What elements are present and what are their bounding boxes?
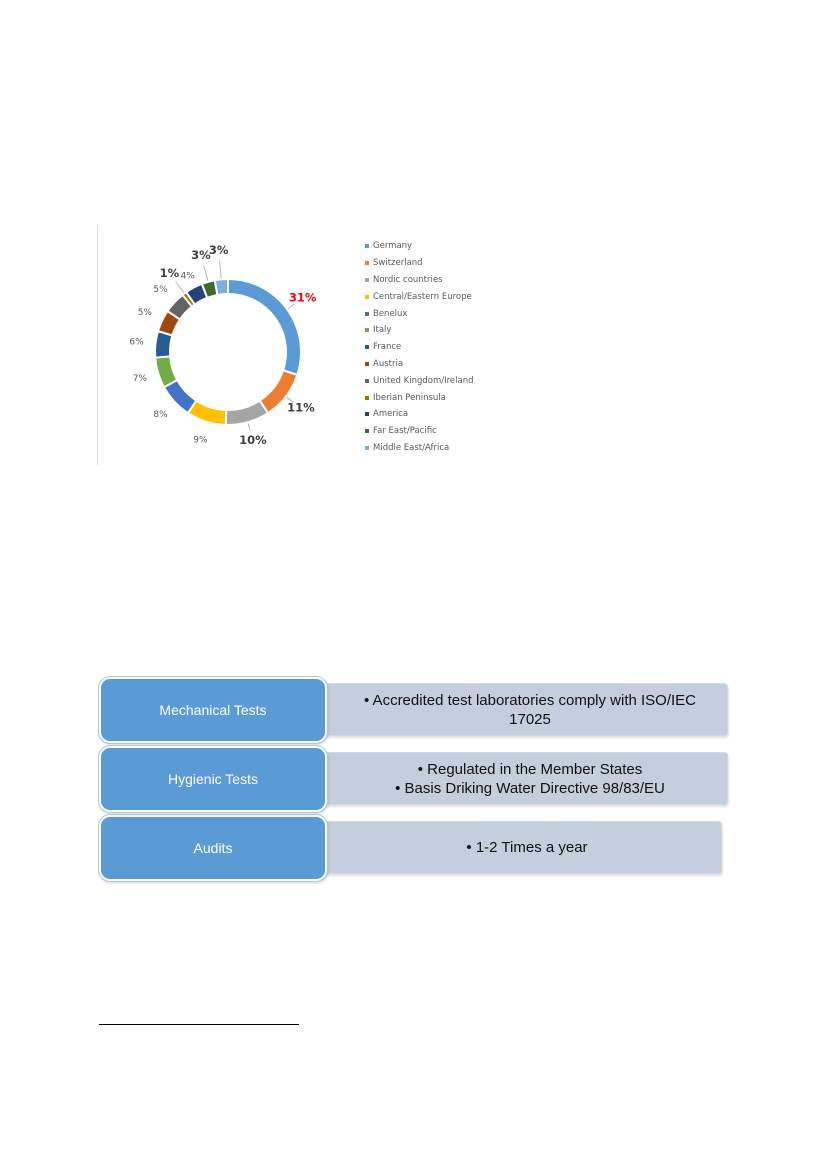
legend-label: Far East/Pacific [373,426,437,437]
data-label: 3% [191,248,211,263]
footnote-separator [99,1024,299,1025]
process-detail-hygienic [322,752,728,805]
data-label: 10% [239,433,267,448]
slice-italy [155,356,177,387]
legend-item [365,406,474,423]
data-label: 1% [159,265,180,280]
legend-label: Italy [373,325,392,336]
legend-swatch [365,295,369,299]
legend-label: Benelux [373,308,408,319]
leader-line [220,260,222,278]
legend-item [365,372,474,389]
leader-line [248,423,250,431]
leader-line [204,265,208,280]
detail-line: • Basis Driking Water Directive 98/83/EU [395,779,665,797]
legend-label: Central/Eastern Europe [373,291,472,302]
legend-swatch [365,429,369,433]
data-label: 9% [193,435,208,446]
legend-swatch [365,261,369,265]
legend-label: France [373,342,402,353]
legend-swatch [365,278,369,282]
legend-label: Nordic countries [373,274,443,285]
legend-item [365,255,474,272]
slice-nordic-countries [226,401,268,425]
legend-label: Germany [373,241,413,252]
detail-line: 17025 [509,710,551,728]
data-label: 4% [180,271,195,282]
data-label: 8% [153,410,168,421]
legend-swatch [365,396,369,400]
legend-swatch [365,379,369,383]
process-detail-audits [322,821,722,874]
process-label-text: Audits [193,840,233,856]
data-label: 5% [153,284,168,295]
detail-line: • 1-2 Times a year [466,839,588,856]
detail-line: • Regulated in the Member States [417,760,643,778]
legend-item [365,423,474,440]
legend-label: Austria [373,358,404,369]
market-share-chart [97,225,517,465]
leader-line [288,304,294,309]
legend-swatch [365,244,369,248]
process-label-text: Hygienic Tests [167,771,258,787]
chart-legend [365,238,474,456]
process-detail-mechanical [322,683,728,736]
legend-item [365,272,474,289]
donut-chart [97,225,367,465]
legend-label: United Kingdom/Ireland [373,375,474,386]
legend-swatch [365,312,369,316]
legend-item [365,356,474,373]
legend-item [365,288,474,305]
process-label-mechanical [99,677,327,743]
data-label: 5% [137,308,152,319]
legend-swatch [365,345,369,349]
legend-swatch [365,446,369,450]
process-label-audits [99,815,327,881]
slice-middle-east-africa [215,279,228,295]
detail-line: • Accredited test laboratories comply with ISO/IEC [363,691,697,709]
legend-swatch [365,362,369,366]
legend-item [365,440,474,457]
legend-swatch [365,412,369,416]
legend-item [365,322,474,339]
process-label-text: Mechanical Tests [159,702,267,718]
legend-label: Switzerland [373,258,423,269]
legend-label: Iberian Peninsula [373,392,446,403]
legend-item [365,389,474,406]
process-label-hygienic [99,746,327,812]
data-label: 6% [129,337,144,348]
legend-item [365,238,474,255]
legend-item [365,339,474,356]
data-label: 7% [132,373,147,384]
data-label: 3% [208,242,229,257]
legend-label: Middle East/Africa [373,442,450,453]
legend-swatch [365,328,369,332]
legend-item [365,305,474,322]
data-label: 11% [287,400,315,415]
legend-label: America [373,409,409,420]
leader-line [175,281,183,292]
data-label: 31% [288,290,317,305]
